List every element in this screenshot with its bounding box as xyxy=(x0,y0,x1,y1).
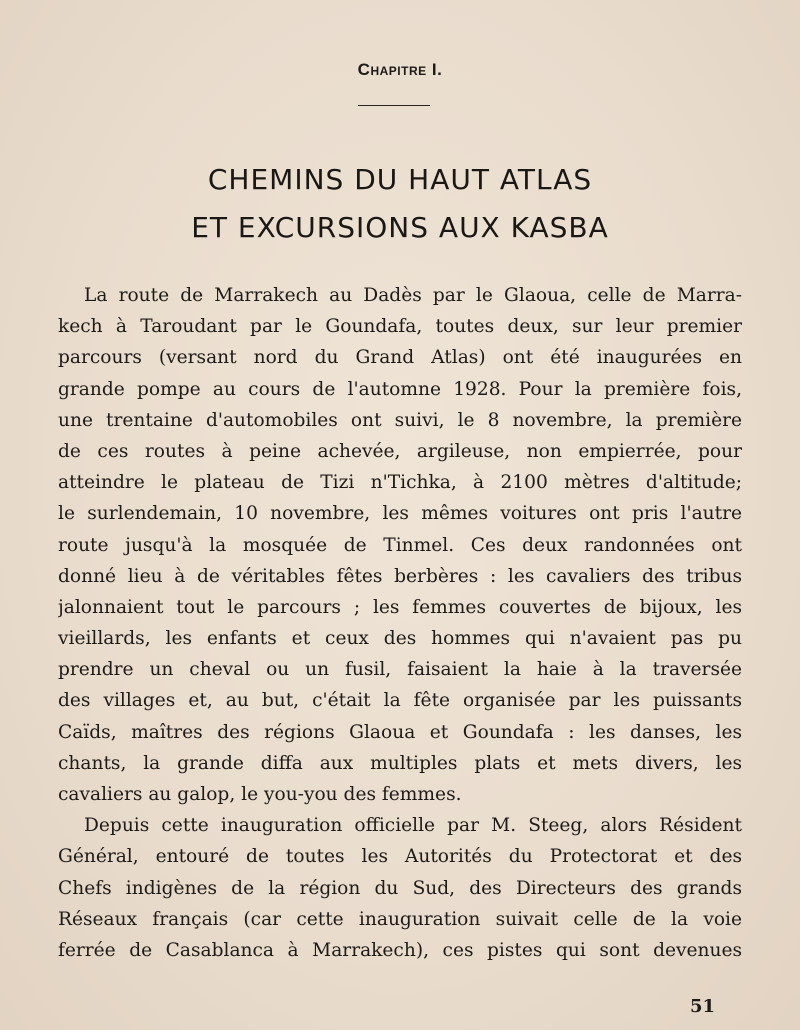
chapter-label: Chapitre xyxy=(357,60,427,79)
text-line: vieillards, les enfants et ceux des hommes qui n'avaient pas pu xyxy=(58,628,742,650)
text-line: route jusqu'à la mosquée de Tinmel. Ces deux randonnées ont xyxy=(58,534,742,556)
body-text xyxy=(58,280,742,966)
text-line: La route de Marrakech au Dadès par le Glaoua, celle de Marra- xyxy=(84,285,742,306)
text-line: Réseaux français (car cette inauguration suivait celle de la voie xyxy=(58,908,742,930)
chapter-title-line-1: CHEMINS DU HAUT ATLAS xyxy=(207,163,593,196)
text-line: prendre un cheval ou un fusil, faisaient la haie à la traversée xyxy=(58,659,742,681)
text-line: ferrée de Casablanca à Marrakech), ces pistes qui sont devenues xyxy=(58,939,742,961)
text-line: Depuis cette inauguration officielle par M. Steeg, alors Résident xyxy=(84,815,742,837)
text-line: parcours (versant nord du Grand Atlas) ont été inaugurées en xyxy=(58,347,742,369)
text-line: Caïds, maîtres des régions Glaoua et Goundafa : les danses, les xyxy=(58,721,742,743)
text-line: chants, la grande diffa aux multiples plats et mets divers, les xyxy=(58,752,742,774)
chapter-heading xyxy=(0,60,800,80)
text-line: le surlendemain, 10 novembre, les mêmes voitures ont pris l'autre xyxy=(58,503,742,525)
text-line: cavaliers au galop, le you-you des femmes. xyxy=(58,784,462,805)
text-line: jalonnaient tout le parcours ; les femmes couvertes de bijoux, les xyxy=(58,596,742,618)
chapter-divider xyxy=(358,105,430,106)
text-line: des villages et, au but, c'était la fête organisée par les puissants xyxy=(58,690,742,712)
text-line: de ces routes à peine achevée, argileuse, non empierrée, pour xyxy=(58,440,742,462)
text-line: une trentaine d'automobiles ont suivi, le 8 novembre, la première xyxy=(58,409,742,431)
text-line: Chefs indigènes de la région du Sud, des Directeurs des grands xyxy=(58,877,742,899)
text-line: grande pompe au cours de l'automne 1928. Pour la première fois, xyxy=(58,378,742,400)
text-line: atteindre le plateau de Tizi n'Tichka, à 2100 mètres d'altitude; xyxy=(58,472,742,494)
text-line: kech à Taroudant par le Goundafa, toutes deux, sur leur premier xyxy=(58,316,742,338)
page-number: 51 xyxy=(689,996,715,1017)
chapter-number: I. xyxy=(431,60,443,79)
chapter-title-line-2: ET EXCURSIONS AUX KASBA xyxy=(191,211,609,244)
text-line: Général, entouré de toutes les Autorités du Protectorat et des xyxy=(58,846,742,868)
text-line: donné lieu à de véritables fêtes berbères : les cavaliers des tribus xyxy=(58,565,742,587)
